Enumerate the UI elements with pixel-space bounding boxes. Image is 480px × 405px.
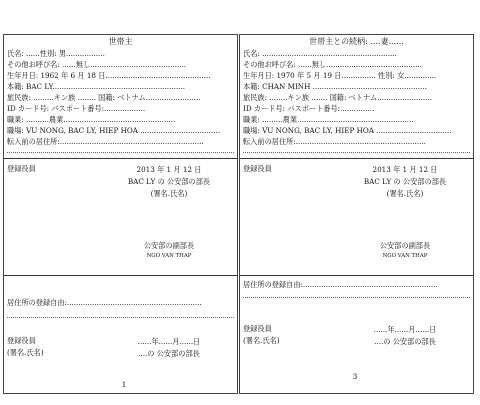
left-bottom-sign: (署名.氏名) [7, 348, 44, 357]
right-row-id: ID カード号: パスポート番号:............... [243, 104, 375, 113]
right-page-card [239, 34, 474, 394]
left-page-number: 1 [121, 381, 127, 389]
right-dotted-line [243, 152, 470, 153]
right-divider-2 [240, 275, 473, 276]
right-row-name: 氏名: ........................................................... [243, 49, 397, 58]
right-row-birth: 生年月日: 1970 年 5 月 19 日............... 性別: 女.............. [243, 71, 437, 80]
left-page-card [3, 34, 238, 394]
right-page-number: 3 [352, 373, 358, 381]
right-org: BAC LY の 公安部の部長 [363, 177, 447, 186]
right-reg-label: 登録役員 [243, 164, 272, 173]
right-deputy-name: NGO VAN THAP [382, 253, 428, 259]
left-row-workplace: 職場: VU NONG, BAC LY, HIEP HOA ................................... [7, 126, 221, 135]
left-deputy-title: 公安部の副部長 [143, 241, 195, 250]
left-row-occupation: 職業: ..........農業................................................. [7, 115, 176, 124]
right-dotted-line-2 [243, 297, 470, 298]
right-row-workplace: 職場: VU NONG, BAC LY, HIEP HOA ................................. [243, 126, 452, 135]
left-row-name: 氏名: ......性別: 男................. [7, 49, 105, 58]
left-row-alias: その他お呼び名: ......無し.......................................... [7, 60, 187, 69]
left-row-origin: 本籍: BAC LY.......................................................... [7, 82, 185, 91]
right-row-alias: その他お呼び名: ......無し.......................................... [243, 60, 423, 69]
left-org: BAC LY の 公安部の部長 [127, 177, 211, 186]
right-page-title: 世帯主との続柄: ....妻...... [309, 37, 404, 46]
left-divider [4, 158, 237, 159]
left-deputy-name: NGO VAN THAP [146, 253, 192, 259]
left-row-birth: 生年月日: 1962 年 6 月 18 日.............................................. [7, 71, 211, 80]
right-bottom-reg: 登録役員 [243, 324, 272, 333]
right-sign: (署名.氏名) [386, 189, 424, 198]
right-bottom-sign: (署名.氏名) [243, 336, 280, 345]
left-page-title: 世帯主 [108, 37, 133, 46]
left-row-id: ID カード号: パスポート番号:.................. [7, 104, 146, 113]
right-date: 2013 年 1 月 12 日 [372, 165, 438, 174]
right-deputy-title: 公安部の副部長 [379, 241, 431, 250]
left-date: 2013 年 1 月 12 日 [136, 165, 202, 174]
left-reg-label: 登録役員 [7, 164, 36, 173]
left-dotted-line-2 [7, 317, 234, 318]
right-row-prev-address: 転入前の居住所:......................................................... [243, 137, 426, 146]
left-row-prev-address: 転入前の居住所:............................................................... [7, 137, 204, 146]
left-dotted-line [7, 152, 234, 153]
left-bottom-date: ......年......月......日 [137, 337, 201, 346]
right-free-label: 居住所の登録自由:........................................................... [243, 280, 438, 289]
left-free-label: 居住所の登録自由:........................................................... [7, 298, 202, 307]
left-bottom-reg: 登録役員 [7, 336, 36, 345]
right-row-ethnicity: 旅民族: ........キン族 ....... 国籍: ベトナム........................ [243, 93, 432, 102]
right-row-origin: 本籍: CHAN MINH .................................................. [243, 82, 427, 91]
right-bottom-date: ......年......月......日 [373, 325, 437, 334]
right-row-occupation: 職業: .........農業................................................... [243, 115, 414, 124]
left-bottom-org: ....の 公安部の部長 [138, 349, 200, 358]
left-sign: (署名.氏名) [150, 189, 188, 198]
left-row-ethnicity: 旅民族: .........キン族 ........ 国籍: ベトナム........................ [7, 93, 201, 102]
left-divider-2 [4, 275, 237, 276]
right-divider [240, 158, 473, 159]
right-bottom-org: ....の 公安部の部長 [374, 337, 436, 346]
